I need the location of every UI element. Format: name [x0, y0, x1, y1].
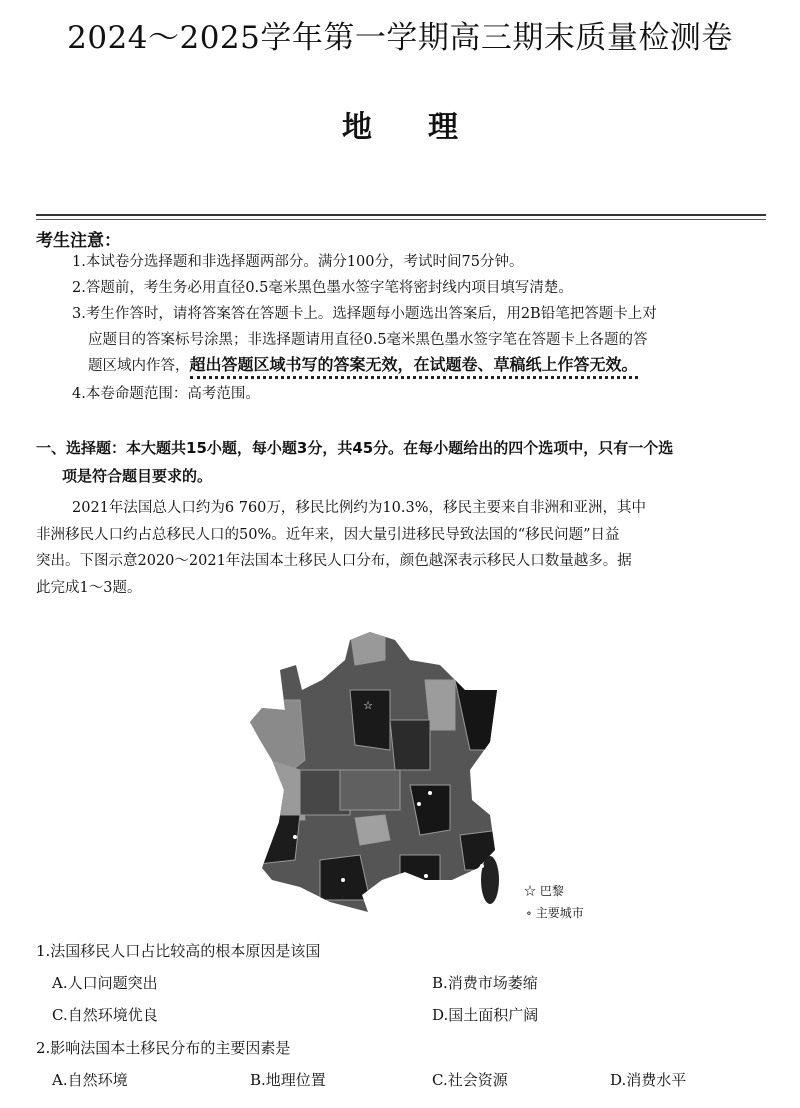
question-stem: 1.法国移民人口占比较高的根本原因是该国 — [36, 942, 321, 960]
notice-heading: 考生注意： — [36, 231, 121, 251]
notice-item: 4.本卷命题范围：高考范围。 — [72, 386, 260, 402]
notice-item: 1.本试卷分选择题和非选择题两部分。满分100分，考试时间75分钟。 — [72, 254, 524, 270]
divider — [36, 219, 766, 220]
option: D.国土面积广阔 — [432, 1006, 539, 1024]
notice-item: 3.考生作答时，请将答案答在答题卡上。选择题每小题选出答案后，用2B铅笔把答题卡上对 — [72, 306, 657, 322]
city-dot-icon — [293, 835, 297, 839]
city-dot-icon — [480, 864, 484, 868]
circle-icon: ∘ — [526, 906, 536, 920]
section-heading: 项是符合题目要求的。 — [62, 467, 213, 485]
france-immigrant-map — [245, 625, 545, 930]
legend-label: 巴黎 — [539, 884, 564, 898]
option: A.自然环境 — [52, 1071, 128, 1089]
legend-city — [526, 904, 584, 921]
subject-char: 理 — [428, 110, 458, 145]
material-text: 此完成1～3题。 — [36, 580, 142, 596]
city-dot-icon — [417, 802, 421, 806]
paris-star-icon: ☆ — [363, 699, 373, 712]
option: A.人口问题突出 — [52, 974, 158, 992]
notice-item: 应题目的答案标号涂黑；非选择题请用直径0.5毫米黑色墨水签字笔在答题卡上各题的答 — [88, 332, 648, 348]
emphasis-text: 超出答题区域书写的答案无效，在试题卷、草稿纸上作答无效。 — [190, 355, 638, 379]
option: D.消费水平 — [610, 1071, 687, 1089]
notice-text: 题区域内作答， — [88, 358, 190, 374]
city-dot-icon — [428, 791, 432, 795]
notice-item: 2.答题前，考生务必用直径0.5毫米黑色墨水签字笔将密封线内项目填写清楚。 — [72, 280, 573, 296]
exam-title: 2024～2025学年第一学期高三期末质量检测卷 — [67, 20, 733, 56]
option: C.社会资源 — [432, 1071, 508, 1089]
notice-item — [88, 352, 638, 379]
corsica — [481, 856, 499, 904]
material-text: 2021年法国总人口约为6 760万，移民比例约为10.3%，移民主要来自非洲和亚洲，其中 — [72, 500, 646, 516]
question-stem: 2.影响法国本土移民分布的主要因素是 — [36, 1039, 291, 1057]
material-text: 突出。下图示意2020～2021年法国本土移民人口分布，颜色越深表示移民人口数量越多。据 — [36, 553, 632, 569]
legend-capital — [524, 882, 564, 899]
material-text: 非洲移民人口约占总移民人口的50%。近年来，因大量引进移民导致法国的“移民问题”日益 — [36, 527, 620, 543]
divider — [36, 214, 766, 216]
star-icon: ☆ — [524, 884, 540, 898]
option: B.地理位置 — [250, 1071, 326, 1089]
city-dot-icon — [341, 878, 345, 882]
city-dot-icon — [424, 874, 428, 878]
section-heading: 一、选择题：本大题共15小题，每小题3分，共45分。在每小题给出的四个选项中，只有一个选 — [36, 439, 674, 457]
option: B.消费市场萎缩 — [432, 974, 538, 992]
subject-char: 地 — [342, 110, 372, 145]
legend-label: 主要城市 — [535, 906, 584, 920]
subject-title — [0, 102, 800, 146]
option: C.自然环境优良 — [52, 1006, 158, 1024]
